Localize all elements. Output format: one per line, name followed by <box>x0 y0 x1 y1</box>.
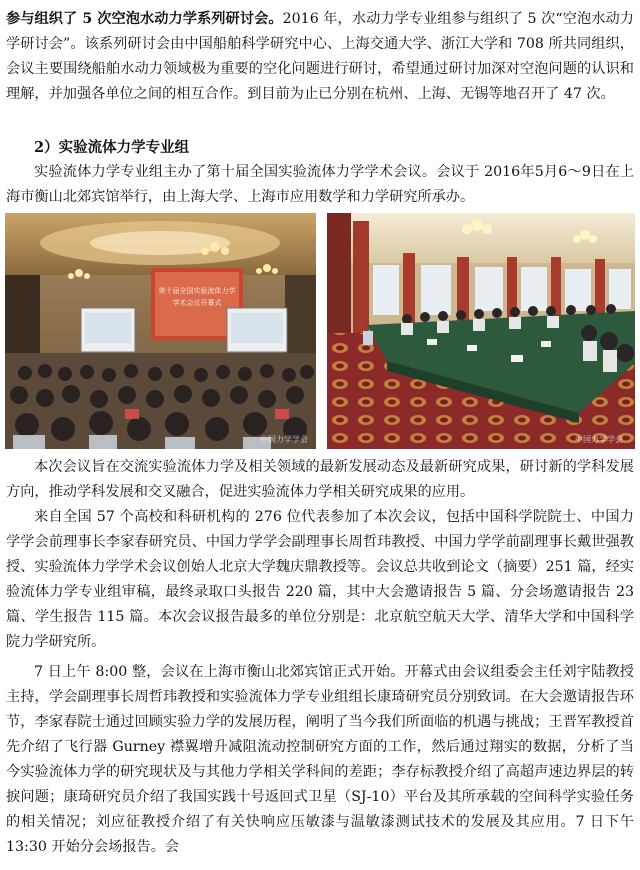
paragraph-cavitation-seminars <box>6 7 634 107</box>
paragraph-conference-intro: 实验流体力学专业组主办了第十届全国实验流体力学学术会议。会议于 2016年5月6～9日在上海市衡山北郊宾馆举行，由上海大学、上海市应用数学和力学研究所承办。 <box>6 164 634 205</box>
paragraph-conference-participants: 来自全国 57 个高校和科研机构的 276 位代表参加了本次会议，包括中国科学院院士、中国力学学会前理事长李家春研究员、中国力学学会副理事长周哲玮教授、中国力学学前副理事长戴世强教授、实验流体力学学术会议创始人北京大学魏庆鼎教授等。会议总共收到论文（摘要）251 篇，经实验流体力学专业组审稿，最终录取口头报告 220 篇，其中大会邀请报告 5 篇、分会场邀请报告 23 篇、学生报告 115 篇。本次会议报告最多的单位分别是：北京航空航天大学、清华大学和中国科学院力学研究所。 <box>6 509 634 650</box>
meeting-room-image <box>327 213 635 449</box>
photo-meeting-room <box>327 213 635 449</box>
conference-hall-image <box>5 213 316 449</box>
paragraph-opening-ceremony: 7 日上午 8:00 整，会议在上海市衡山北郊宾馆正式开始。开幕式由会议组委会主任刘宇陆教授主持，学会副理事长周哲玮教授和实验流体力学专业组组长康琦研究员分别致词。在大会邀请报告环节，李家春院士通过回顾实验力学的发展历程，阐明了当今我们所面临的机遇与挑战；王晋军教授首先介绍了飞行器 Gurney 襟翼增升减阻流动控制研究方面的工作，然后通过翔实的数据，分析了当今实验流体力学的研究现状及与其他力学相关学科间的差距；李存标教授介绍了高超声速边界层的转捩问题；康琦研究员介绍了我国实践十号返回式卫星（SJ-10）平台及其所承载的空间科学实验任务的相关情况；刘应征教授介绍了有关快响应压敏漆与温敏漆测试技术的发展及其应用。7 日下午 13:30 开始分会场报告。会 <box>6 664 634 855</box>
paragraph-conference-purpose: 本次会议旨在交流实验流体力学及相关领域的最新发展动态及最新研究成果，研讨新的学科发展方向，推动学科发展和交叉融合，促进实验流体力学相关研究成果的应用。 <box>6 459 634 500</box>
slide-title-line2: 学术会议开幕式 <box>172 299 222 307</box>
section-heading-experimental-fluid-mechanics: 2）实验流体力学专业组 <box>34 139 190 156</box>
paragraph-text: 2016 年，水动力学专业组参与组织了 5 次“空泡水动力学研讨会”。该系列研讨会由中国船舶科学研究中心、上海交通大学、浙江大学和 708 所共同组织，会议主要围绕船舶水动力领域极为重要的空化问题进行研讨，希望通过研讨加深对空泡问题的认识和理解，并加强各单位之间的相互合作。到目前为止已分别在杭州、上海、无锡等地召开了 47 次。 <box>6 11 634 102</box>
slide-title-line1: 第十届全国实验流体力学 <box>158 287 236 295</box>
watermark-left: 中国力学学会 <box>260 435 308 444</box>
photo-conference-hall <box>5 213 316 449</box>
paragraph-lead: 参与组织了 5 次空泡水动力学系列研讨会。 <box>6 11 283 27</box>
watermark-right: 中国力学学会 <box>575 435 623 444</box>
